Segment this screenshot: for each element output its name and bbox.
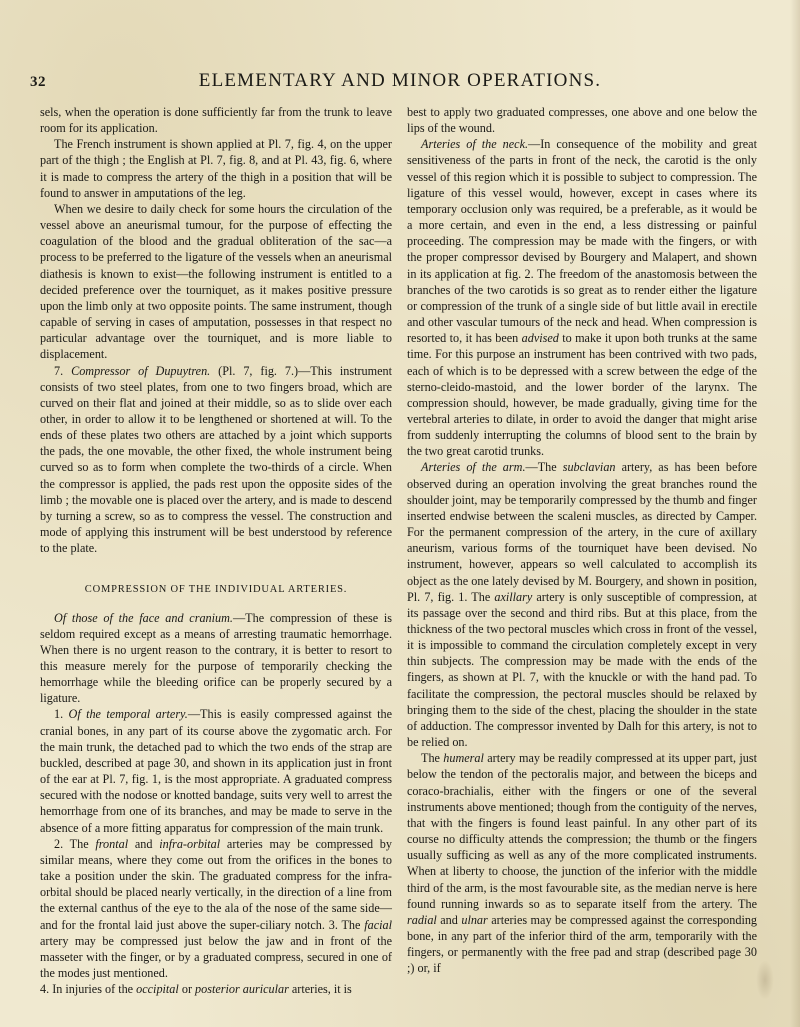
paragraph bbox=[40, 363, 392, 557]
item-title: Of those of the face and cranium. bbox=[54, 610, 233, 625]
word: and bbox=[134, 836, 153, 851]
item-text: arteries may be compressed against the corresponding bone, in any part of the inferior third of the arm, temporarily with the fingers, or permanently with the free pad and strap (described page 30 ;) or, if bbox=[407, 912, 758, 976]
paper-stain bbox=[756, 960, 774, 1000]
paragraph bbox=[40, 836, 392, 998]
item-number: 3. The bbox=[328, 917, 361, 932]
item-text: artery may be compressed just below the jaw and in front of the masseter with the finger, or by a graduated compress, secured in one of the modes just mentioned. bbox=[40, 933, 392, 980]
left-column bbox=[40, 104, 392, 997]
artery-name: subclavian bbox=[562, 460, 616, 475]
paragraph bbox=[407, 136, 757, 459]
item-text: to make it upon both trunks at the same time. For this purpose an instrument has been contrived with two pads, each of which is to be depressed with a screw between the edge of the sterno-cleido-mastoid, and the lower border of the larynx. The compression should, however, be made gradually, giving time for the vertebral arteries to dilate, in order to avoid the danger that might arise from suddenly interrupting the columns of blood sent to the brain by the two great carotid trunks. bbox=[407, 331, 758, 459]
right-column bbox=[407, 104, 757, 976]
word: —The bbox=[525, 460, 557, 475]
word: and bbox=[440, 912, 458, 927]
item-text: —The compression of these is seldom required except as a means of arresting traumatic hemorrhage. When there is no urgent reason to the contrary, it is better to resort to this measure merely for the purpose of temporarily checking the hemorrhage while the bleeding orifice can be properly secured by a ligature. bbox=[40, 610, 393, 706]
word: or bbox=[181, 982, 192, 997]
item-title: Of the temporal artery. bbox=[68, 707, 188, 722]
page-number: 32 bbox=[30, 74, 46, 90]
artery-name: posterior auricular bbox=[195, 982, 289, 997]
item-text: artery, as has been before observed during an operation involving the great branches round the shoulder joint, may be temporarily compressed by the thumb and finger inserted endwise between the scaleni muscles, as directed by Camper. For the permanent compression of the artery, in the cure of axillary aneurism, various forms of the tourniquet have been devised. No instrument, however, appears so well calculated to accomplish its object as the one lately devised by M. Bourgery, and shown in position, Pl. 7, fig. 1. The bbox=[407, 460, 758, 604]
artery-name: infra-orbital bbox=[159, 836, 221, 851]
item-text: artery may be readily compressed at its upper part, just below the tendon of the pectoralis major, and between the biceps and coraco-brachialis, either with the fingers or one of the several instruments above mentioned; though from the contiguity of the nerves, that with the fingers is found least painful. In any other part of its course no difficulty attends the compression; the thumb or the fingers usually sufficing as well as any of the more complicated instruments. When at liberty to choose, the junction of the inferior with the middle third of the arm, is the most favourable site, as the median nerve is here found running inwards so as to separate itself from the artery. The bbox=[407, 751, 758, 911]
item-title: Compressor of Dupuytren. bbox=[71, 363, 211, 378]
paragraph bbox=[40, 706, 392, 835]
paragraph: When we desire to daily check for some hours the circulation of the vessel above an aneurismal tumour, for the purpose of effecting the coagulation of the blood and the gradual obliteration of the sac—a process to be preferred to the ligature of the vessels when an aneurismal diathesis is known to exist—the following instrument is entitled to a decided preference over the tourniquet, as it makes positive pressure upon the limb only at two opposite points. The same instrument, though capable of serving in cases of amputation, possesses in that respect no particular advantage over the tourniquet, and is more liable to displacement. bbox=[40, 201, 392, 362]
artery-name: humeral bbox=[443, 751, 484, 766]
page-edge-shadow bbox=[790, 0, 800, 1027]
paragraph: sels, when the operation is done sufficiently far from the trunk to leave room for its application. bbox=[40, 105, 392, 136]
item-text: —This is easily compressed against the cranial bones, in any part of its course above the zygomatic arch. For the main trunk, the detached pad to which the two ends of the strap are buckled, described at page 30, and shown in its application just in front of the ear at Pl. 7, fig. 1, is the most appropriate. A graduated compress secured with the nodose or knotted bandage, suits very well to arrest the hemorrhage from one of its branches, and may be made to serve in the absence of a more fitting apparatus for compression of the main trunk. bbox=[40, 707, 393, 835]
artery-name: frontal bbox=[95, 836, 129, 851]
item-number: 2. The bbox=[54, 836, 89, 851]
paragraph bbox=[40, 610, 392, 707]
word: The bbox=[421, 751, 440, 766]
item-text: (Pl. 7, fig. 7.)—This instrument consists of two steel plates, from one to two fingers broad, which are curved on their flat and joined at their middle, so as to slide over each other, in order to allow it to be lengthened or shortened at will. To the ends of these plates two others are attached by a joint which supports the pads, the one movable, the other fixed, the whole instrument being curved so as to form when complete the two-thirds of a circle. When the compressor is applied, the pads rest upon the opposite sides of the limb ; the movable one is placed over the artery, and is made to descend by turning a screw, so as to compress the vessel. The construction and mode of applying this instrument will be best understood by reference to the plate. bbox=[40, 363, 392, 556]
paragraph bbox=[407, 459, 757, 750]
item-number: 1. bbox=[54, 707, 64, 722]
item-text: —In consequence of the mobility and great sensitiveness of the parts in front of the neck, the carotid is the only vessel of this region which it is possible to subject to compression. The ligature of this vessel would, however, except in cases where its temporary occlusion only was required, be a preferable, as it would be a more certain, and even in the end, a less distressing or painful proceeding. The compression may be made with the fingers, or with the proper compressor devised by Bourgery and Malapert, and shown in its application at fig. 2. The freedom of the anastomosis between the branches of the two carotids is so great as to render either the ligature or compression of the trunk of a single side of but little avail in erectile and other vascular tumours of the neck and head. When compression is resorted to, it has been bbox=[407, 137, 757, 346]
paragraph: The French instrument is shown applied at Pl. 7, fig. 4, on the upper part of the thigh ; the English at Pl. 7, fig. 8, and at Pl. 43, fig. 6, where it is made to compress the artery of the thigh in a position that will be found to answer in amputations of the leg. bbox=[40, 137, 392, 200]
item-text: arteries, it is bbox=[291, 982, 352, 997]
paragraph: best to apply two graduated compresses, one above and one below the lips of the wound. bbox=[407, 105, 757, 136]
item-number: 7. bbox=[54, 363, 64, 378]
artery-name: axillary bbox=[494, 589, 533, 604]
running-title: ELEMENTARY AND MINOR OPERATIONS. bbox=[198, 70, 602, 91]
emphasis: advised bbox=[521, 331, 559, 346]
artery-name: facial bbox=[364, 917, 393, 932]
item-number: 4. In injuries of the bbox=[40, 982, 134, 997]
artery-name: ulnar bbox=[461, 912, 488, 927]
section-heading: COMPRESSION OF THE INDIVIDUAL ARTERIES. bbox=[84, 584, 348, 596]
item-text: arteries may be compressed by similar means, where they come out from the orifices in the bones to take a position under the skin. The graduated compress for the infra-orbital should be placed nearly vertically, in the direction of a line from the external canthus of the eye to the ala of the nose of the same side—and for the frontal laid just above the super-ciliary notch. bbox=[40, 836, 392, 932]
item-title: Arteries of the arm. bbox=[421, 460, 526, 475]
artery-name: occipital bbox=[136, 982, 179, 997]
paragraph bbox=[407, 750, 757, 976]
item-text: artery is only susceptible of compression, at its passage over the second and third ribs. But at this place, from the thickness of the two pectoral muscles which cross in front of the vessel, it is impossible to command the circulation completely except in very thin subjects. The compression may be made with the ends of the fingers, as shown at Pl. 7, with the knuckle or with the hand pad. To facilitate the compression, the pectoral muscles should be relaxed by bringing them to the side of the chest, placing the shoulder in the state of adduction. The compressor invented by Dalh for this artery, is not to be relied on. bbox=[407, 589, 758, 750]
item-title: Arteries of the neck. bbox=[421, 137, 529, 152]
artery-name: radial bbox=[407, 912, 437, 927]
